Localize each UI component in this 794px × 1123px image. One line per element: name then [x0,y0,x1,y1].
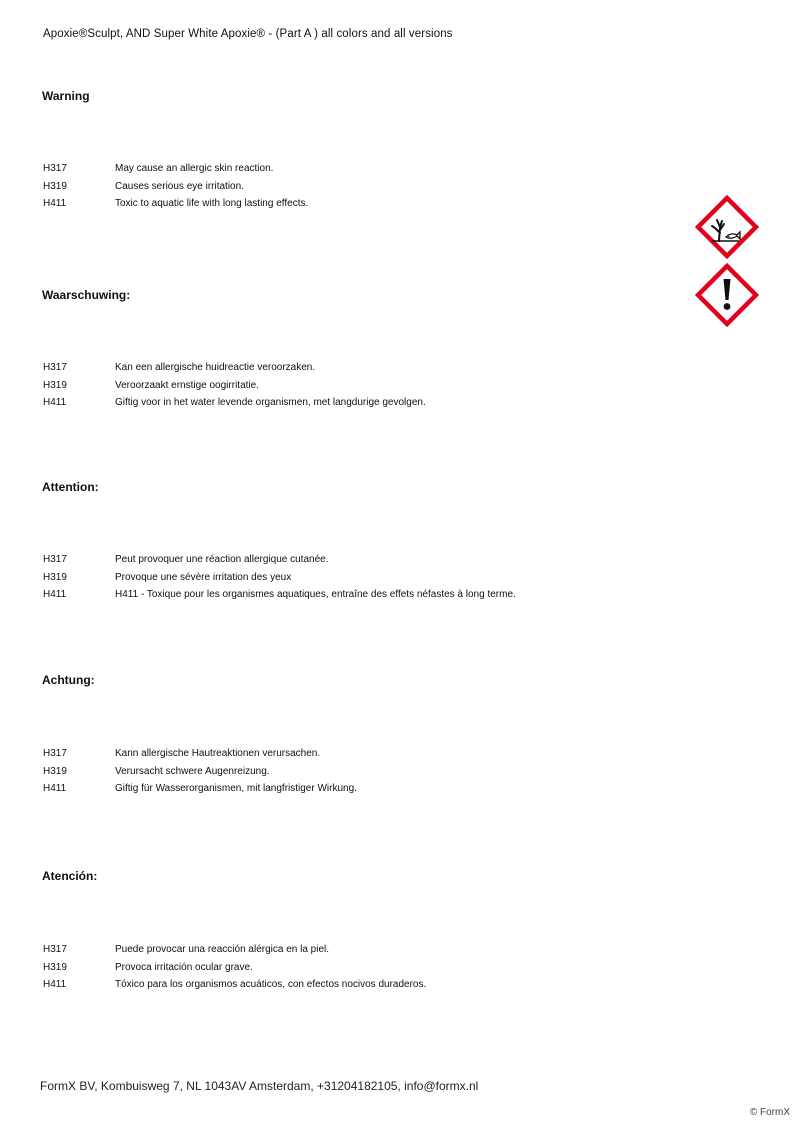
hazard-code: H319 [43,961,67,973]
hazard-code: H411 [43,397,67,409]
statement-list-en [43,160,683,213]
hazard-text: Tóxico para los organismos acuáticos, con efectos nocivos duraderos. [115,979,427,991]
hazard-text: Kan een allergische huidreactie veroorzaken. [115,362,316,374]
hazard-code: H317 [43,944,67,956]
hazard-text: Puede provocar una reacción alérgica en la piel. [115,944,330,956]
hazard-code: H317 [43,362,67,374]
section-heading-de: Achtung: [42,673,95,687]
dead-tree-fish-icon [695,195,759,259]
copyright-notice: © FormX [749,1107,790,1118]
statement-row [43,586,683,604]
statement-row [43,959,683,977]
statement-row [43,745,683,763]
hazard-text: Toxic to aquatic life with long lasting effects. [115,198,309,210]
hazard-text: Provoque une sévère irritation des yeux [115,571,292,583]
statement-row [43,178,683,196]
section-heading-nl: Waarschuwing: [42,288,131,302]
statement-list-de [43,745,683,798]
hazard-code: H317 [43,748,67,760]
footer-address: FormX BV, Kombuisweg 7, NL 1043AV Amsterdam, +31204182105, info@formx.nl [40,1079,479,1093]
hazard-text: H411 - Toxique pour les organismes aquatiques, entraîne des effets néfastes à long terme. [115,589,516,601]
hazard-text: Giftig für Wasserorganismen, mit langfristiger Wirkung. [115,783,357,795]
hazard-text: Causes serious eye irritation. [115,180,244,192]
statement-row [43,359,683,377]
hazard-code: H317 [43,163,67,175]
hazard-text: Peut provoquer une réaction allergique cutanée. [115,554,329,566]
exclamation-mark-icon [695,263,759,327]
section-heading-en: Warning [42,89,90,103]
statement-row [43,763,683,781]
hazard-code: H319 [43,571,67,583]
document-title: Apoxie®Sculpt, AND Super White Apoxie® - (Part A ) all colors and all versions [43,28,453,40]
statement-row [43,569,683,587]
statement-row [43,780,683,798]
hazard-code: H319 [43,379,67,391]
hazard-code: H411 [43,589,67,601]
statement-row [43,394,683,412]
hazard-code: H317 [43,554,67,566]
statement-row [43,551,683,569]
statement-row [43,160,683,178]
hazard-code: H319 [43,765,67,777]
hazard-text: May cause an allergic skin reaction. [115,163,274,175]
section-heading-fr: Attention: [42,480,99,494]
hazard-text: Provoca irritación ocular grave. [115,961,253,973]
statement-row [43,976,683,994]
hazard-text: Veroorzaakt ernstige oogirritatie. [115,379,259,391]
exclamation-hazard-pictogram [695,263,759,327]
statement-row [43,377,683,395]
hazard-code: H411 [43,979,67,991]
hazard-code: H411 [43,198,67,210]
statement-row [43,195,683,213]
hazard-text: Verursacht schwere Augenreizung. [115,765,270,777]
hazard-code: H411 [43,783,67,795]
hazard-code: H319 [43,180,67,192]
statement-list-nl [43,359,683,412]
statement-list-fr [43,551,683,604]
hazard-text: Giftig voor in het water levende organismen, met langdurige gevolgen. [115,397,426,409]
section-heading-es: Atención: [42,869,98,883]
statement-row [43,941,683,959]
statement-list-es [43,941,683,994]
hazard-text: Kann allergische Hautreaktionen verursachen. [115,748,321,760]
environment-hazard-pictogram [695,195,759,259]
